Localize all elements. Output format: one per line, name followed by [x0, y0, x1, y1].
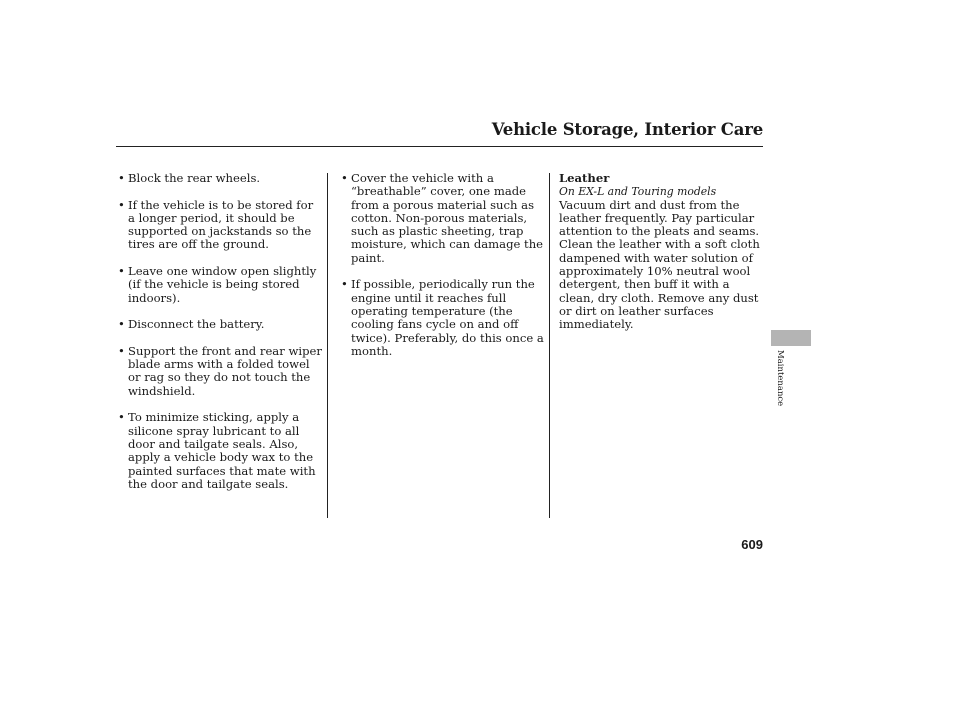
leather-subheading: On EX-L and Touring models [559, 185, 717, 199]
section-tab [771, 330, 811, 346]
list-item: • If the vehicle is to be stored for a longer period, it should be supported on jackstands so the tires are off the ground. [118, 199, 322, 252]
column-divider [549, 173, 550, 518]
page-number: 609 [741, 537, 763, 552]
list-item: • Disconnect the battery. [118, 318, 322, 331]
list-item: • If possible, periodically run the engine until it reaches full operating temperature (the cooling fans cycle on and off twice). Preferably, do this once a month. [341, 278, 544, 358]
page-title: Vehicle Storage, Interior Care [491, 120, 763, 139]
column-3 [559, 172, 764, 332]
storage-steps-list [118, 172, 322, 491]
list-item: • To minimize sticking, apply a silicone spray lubricant to all door and tailgate seals. Also, apply a vehicle body wax to the painted surfaces that mate with the door and tailgate seals. [118, 411, 322, 491]
list-item: • Leave one window open slightly (if the vehicle is being stored indoors). [118, 265, 322, 305]
leather-body: Vacuum dirt and dust from the leather frequently. Pay particular attention to the pleats and seams. Clean the leather with a soft cloth dampened with water solution of approximately 10% neutral wool detergent, then buff it with a clean, dry cloth. Remove any dust or dirt on leather surfaces immediately. [559, 197, 760, 332]
list-item: • Block the rear wheels. [118, 172, 322, 185]
column-divider [327, 173, 328, 518]
list-item: • Support the front and rear wiper blade arms with a folded towel or rag so they do not touch the windshield. [118, 345, 322, 398]
leather-heading: Leather [559, 171, 610, 185]
column-2 [341, 172, 544, 371]
storage-steps-list-continued [341, 172, 544, 358]
list-item: • Cover the vehicle with a “breathable” cover, one made from a porous material such as cotton. Non-porous materials, such as plastic sheeting, trap moisture, which can damage the paint. [341, 172, 544, 265]
column-1 [118, 172, 322, 504]
section-tab-label: Maintenance [775, 350, 785, 407]
header-rule [116, 146, 763, 147]
